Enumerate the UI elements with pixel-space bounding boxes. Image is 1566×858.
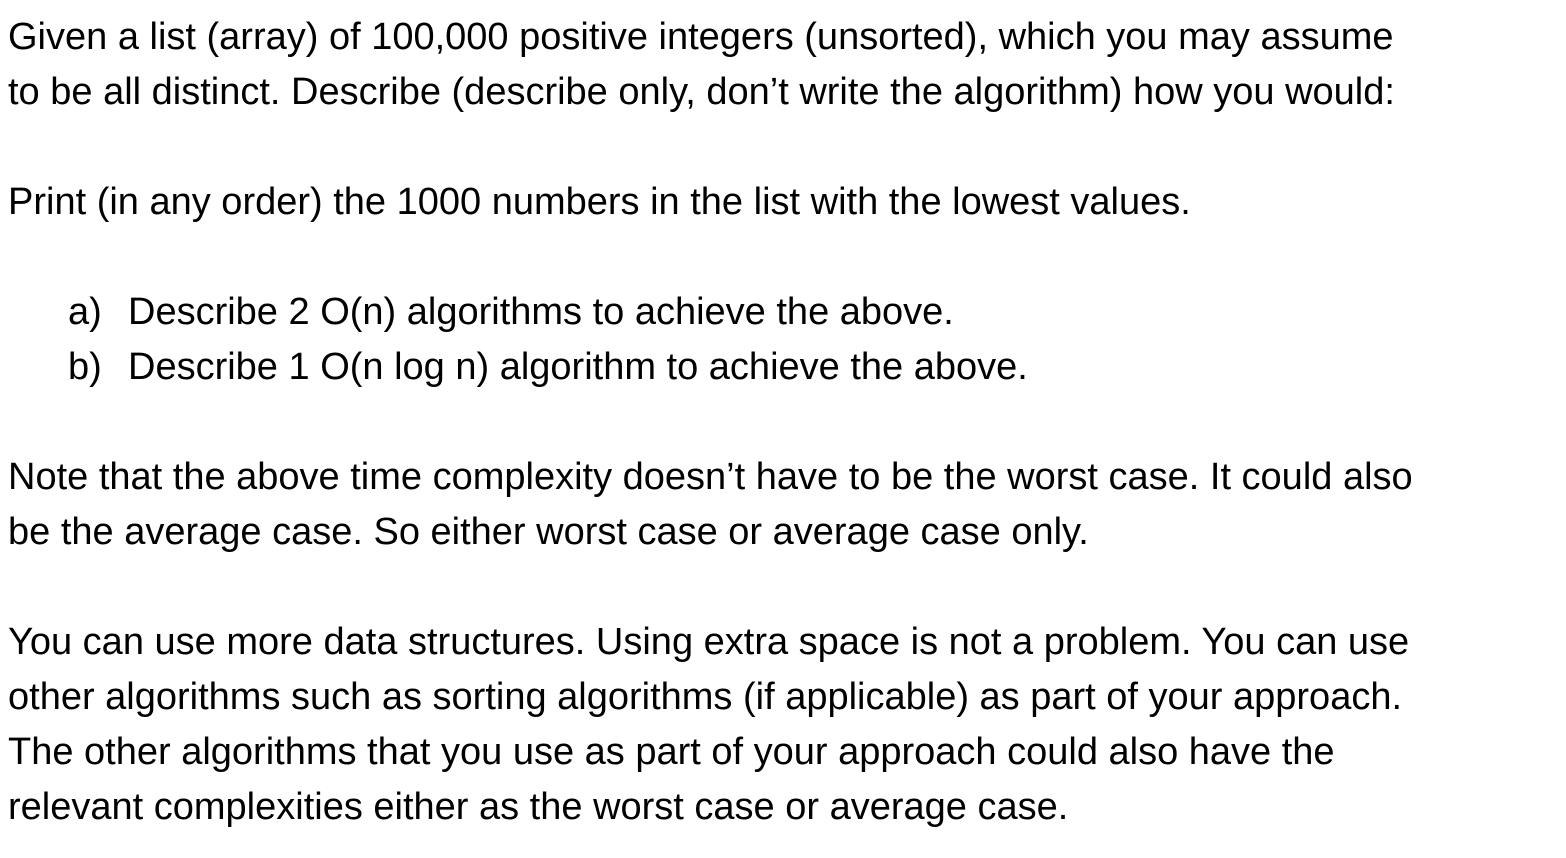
note-paragraph bbox=[8, 450, 1562, 560]
list-item-a bbox=[8, 285, 1562, 340]
extra-line-1: You can use more data structures. Using extra space is not a problem. You can use bbox=[8, 621, 1410, 663]
spacer bbox=[8, 560, 1562, 615]
task-line: Print (in any order) the 1000 numbers in the list with the lowest values. bbox=[8, 181, 1191, 223]
spacer bbox=[8, 230, 1562, 285]
question-list bbox=[8, 285, 1562, 395]
list-text-a: Describe 2 O(n) algorithms to achieve the above. bbox=[128, 291, 954, 333]
note-line-2: be the average case. So either worst case or average case only. bbox=[8, 511, 1089, 553]
intro-paragraph bbox=[8, 10, 1562, 120]
spacer bbox=[8, 120, 1562, 175]
task-paragraph bbox=[8, 175, 1562, 230]
list-marker-b: b) bbox=[68, 346, 102, 388]
intro-line-2: to be all distinct. Describe (describe only, don’t write the algorithm) how you would: bbox=[8, 71, 1395, 113]
note-line-1: Note that the above time complexity doesn’t have to be the worst case. It could also bbox=[8, 456, 1413, 498]
extra-line-4: relevant complexities either as the worst case or average case. bbox=[8, 786, 1069, 828]
list-item-b bbox=[8, 340, 1562, 395]
extra-line-2: other algorithms such as sorting algorithms (if applicable) as part of your approach. bbox=[8, 676, 1403, 718]
list-text-b: Describe 1 O(n log n) algorithm to achieve the above. bbox=[128, 346, 1028, 388]
intro-line-1: Given a list (array) of 100,000 positive integers (unsorted), which you may assume bbox=[8, 16, 1394, 58]
list-marker-a: a) bbox=[68, 291, 102, 333]
extra-line-3: The other algorithms that you use as part of your approach could also have the bbox=[8, 731, 1335, 773]
spacer bbox=[8, 395, 1562, 450]
document-body bbox=[8, 10, 1562, 835]
extra-paragraph bbox=[8, 615, 1562, 835]
